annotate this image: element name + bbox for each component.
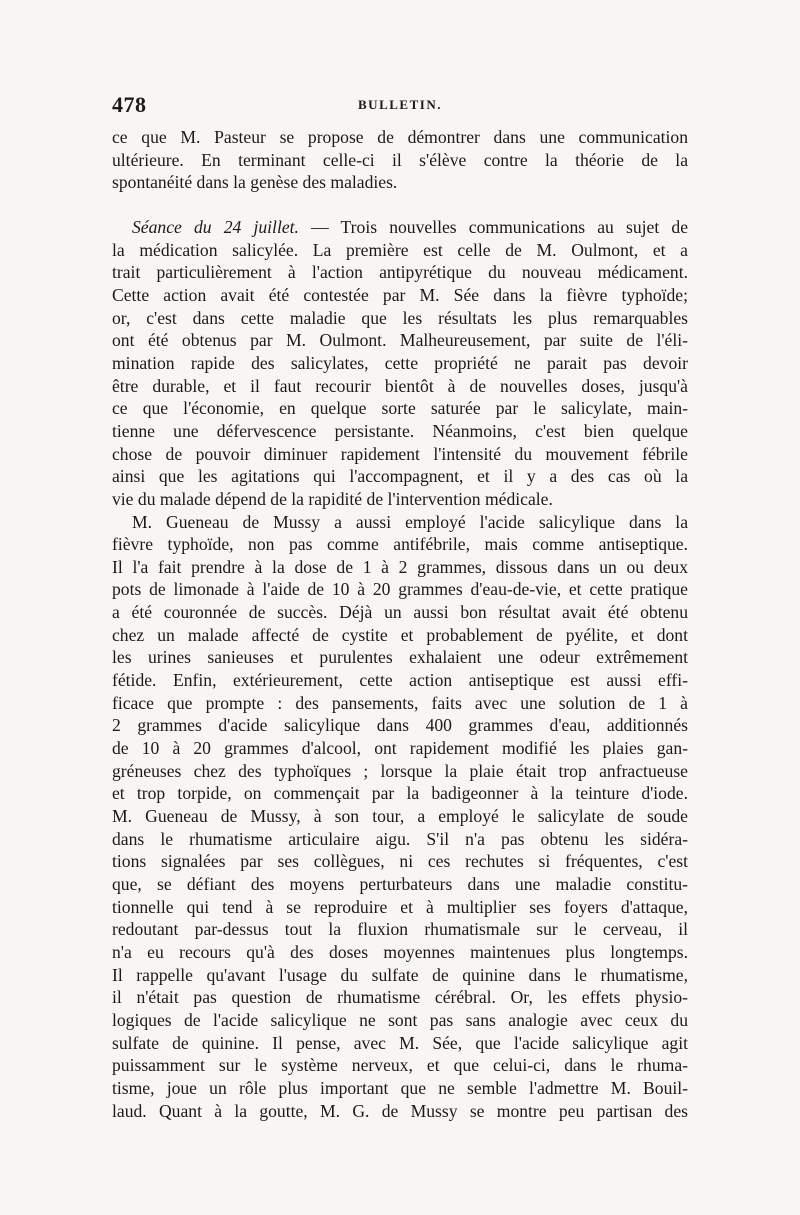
text-line: ce que l'économie, en quelque sorte saturée par le salicylate, main-	[112, 398, 688, 419]
text-line: les urines sanieuses et purulentes exhalaient une odeur extrêmement	[112, 647, 688, 668]
text-line: a été couronnée de succès. Déjà un aussi bon résultat avait été obtenu	[112, 602, 688, 623]
text-line: tienne une défervescence persistante. Néanmoins, c'est bien quelque	[112, 420, 688, 441]
text-line: que, se défiant des moyens perturbateurs dans une maladie constitu-	[112, 874, 688, 894]
text-line: dans le rhumatisme articulaire aigu. S'il n'a pas obtenu les sidéra-	[112, 828, 688, 849]
page-header	[112, 92, 688, 122]
page-number: 478	[112, 92, 147, 117]
text-line: fièvre typhoïde, non pas comme antifébrile, mais comme antiseptique.	[112, 534, 688, 555]
text-line: ficace que prompte : des pansements, faits avec une solution de 1 à	[112, 692, 688, 713]
text-line: Il l'a fait prendre à la dose de 1 à 2 grammes, dissous dans un ou deux	[112, 556, 688, 577]
text-line: chose de pouvoir diminuer rapidement l'intensité du mouvement fébrile	[112, 443, 688, 464]
text-line: M. Gueneau de Mussy, à son tour, a employé le salicylate de soude	[112, 806, 688, 827]
text-line: n'a eu recours qu'à des doses moyennes maintenues plus longtemps.	[112, 941, 688, 962]
seance-line-text: — Trois nouvelles communications au sujet de	[298, 216, 688, 237]
text-line: fétide. Enfin, extérieurement, cette action antiseptique est aussi effi-	[112, 670, 688, 691]
seance-date-label: Séance du 24 juillet.	[132, 216, 299, 237]
text-line: spontanéité dans la genèse des maladies.	[112, 172, 398, 193]
text-line: Il rappelle qu'avant l'usage du sulfate de quinine dans le rhumatisme,	[112, 964, 688, 985]
text-line: redoutant par-dessus tout la fluxion rhumatismale sur le cerveau, il	[112, 919, 688, 940]
text-line: ce que M. Pasteur se propose de démontrer dans une communication	[112, 127, 688, 147]
text-line: ainsi que les agitations qui l'accompagnent, et il y a des cas où la	[112, 466, 688, 487]
text-line: gréneuses chez des typhoïques ; lorsque la plaie était trop anfractueuse	[112, 760, 688, 781]
paragraph-3	[112, 511, 688, 1123]
text-line: or, c'est dans cette maladie que les résultats les plus remarquables	[112, 307, 688, 328]
text-line: logiques de l'acide salicylique ne sont pas sans analogie avec ceux du	[112, 1009, 688, 1030]
text-line: puissamment sur le système nerveux, et que celui-ci, dans le rhuma-	[112, 1055, 688, 1076]
paragraph-2	[112, 216, 688, 511]
text-line: tions signalées par ses collègues, ni ces rechutes si fréquentes, c'est	[112, 851, 688, 872]
paragraph-1	[112, 126, 688, 194]
running-title: BULLETIN.	[358, 97, 442, 112]
text-line: et trop torpide, on commençait par la badigeonner à la teinture d'iode.	[112, 783, 688, 804]
text-line: laud. Quant à la goutte, M. G. de Mussy se montre peu partisan des	[112, 1100, 688, 1121]
text-line: mination rapide des salicylates, cette propriété ne parait pas devoir	[112, 352, 688, 373]
text-line: la médication salicylée. La première est celle de M. Oulmont, et a	[112, 239, 688, 260]
text-line: Cette action avait été contestée par M. Sée dans la fièvre typhoïde;	[112, 284, 688, 305]
text-line: ont été obtenus par M. Oulmont. Malheureusement, par suite de l'éli-	[112, 330, 688, 351]
text-line: chez un malade affecté de cystite et probablement de pyélite, et dont	[112, 624, 688, 645]
seance-heading-line	[112, 216, 688, 239]
text-line: ultérieure. En terminant celle-ci il s'élève contre la théorie de la	[112, 149, 688, 170]
text-line: trait particulièrement à l'action antipyrétique du nouveau médicament.	[112, 262, 688, 283]
text-line: tisme, joue un rôle plus important que ne semble l'admettre M. Bouil-	[112, 1077, 688, 1098]
text-line: sulfate de quinine. Il pense, avec M. Sée, que l'acide salicylique agit	[112, 1032, 688, 1053]
text-line: M. Gueneau de Mussy a aussi employé l'acide salicylique dans la	[132, 511, 688, 532]
paragraph-gap	[112, 194, 688, 216]
text-line: être durable, et il faut recourir bientôt à de nouvelles doses, jusqu'à	[112, 375, 688, 396]
text-line: il n'était pas question de rhumatisme cérébral. Or, les effets physio-	[112, 987, 688, 1008]
text-line: tionnelle qui tend à se reproduire et à multiplier ses foyers d'attaque,	[112, 896, 688, 917]
text-line: de 10 à 20 grammes d'alcool, ont rapidement modifié les plaies gan-	[112, 738, 688, 759]
text-line: vie du malade dépend de la rapidité de l'intervention médicale.	[112, 488, 553, 509]
body-text	[112, 126, 688, 1122]
text-line: 2 grammes d'acide salicylique dans 400 grammes d'eau, additionnés	[112, 715, 688, 736]
text-line: pots de limonade à l'aide de 10 à 20 grammes d'eau-de-vie, et cette pratique	[112, 579, 688, 600]
